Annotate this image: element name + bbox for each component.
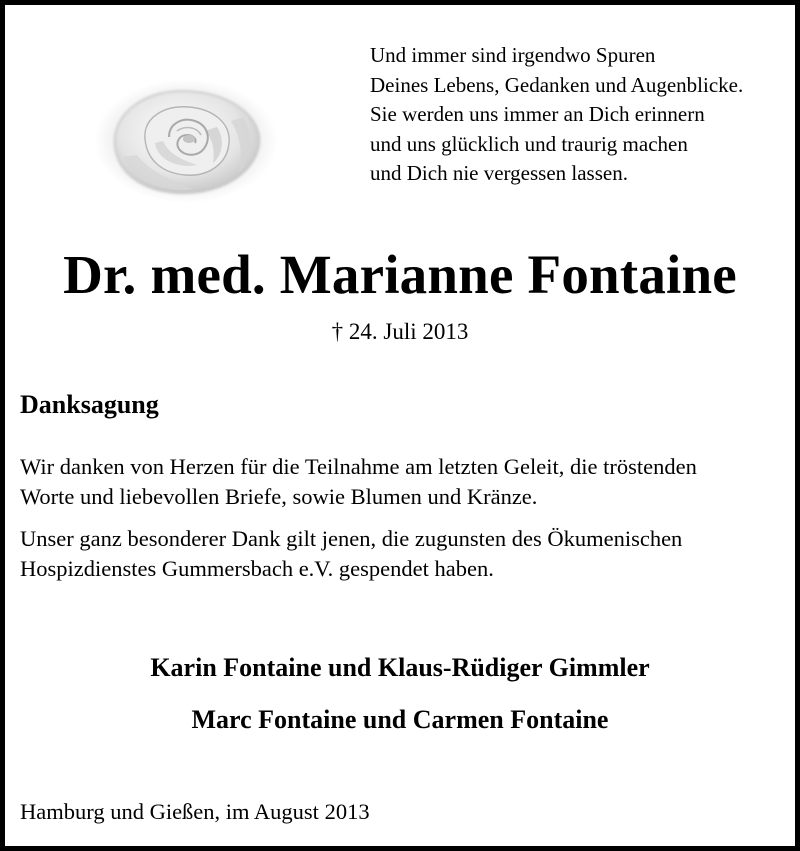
paragraph-line: Worte und liebevollen Briefe, sowie Blumen und Kränze.	[20, 484, 538, 509]
signer-2: Marc Fontaine und Carmen Fontaine	[191, 705, 609, 734]
poem	[370, 41, 743, 189]
deceased-name: Dr. med. Marianne Fontaine	[63, 244, 737, 305]
poem-line: und Dich nie vergessen lassen.	[370, 161, 628, 185]
place-and-date: Hamburg und Gießen, im August 2013	[20, 799, 370, 824]
death-date: † 24. Juli 2013	[331, 319, 469, 344]
paragraph-line: Wir danken von Herzen für die Teilnahme am letzten Geleit, die tröstenden	[20, 454, 697, 479]
poem-line: Und immer sind irgendwo Spuren	[370, 43, 656, 67]
paragraph-line: Hospizdienstes Gummersbach e.V. gespendet haben.	[20, 556, 494, 581]
poem-line: Sie werden uns immer an Dich erinnern	[370, 102, 705, 126]
thanks-paragraph-1	[20, 452, 790, 512]
paragraph-line: Unser ganz besonderer Dank gilt jenen, die zugunsten des Ökumenischen	[20, 526, 683, 551]
poem-line: und uns glücklich und traurig machen	[370, 131, 688, 156]
signer-1: Karin Fontaine und Klaus-Rüdiger Gimmler	[150, 653, 650, 682]
thanks-heading: Danksagung	[20, 390, 159, 419]
poem-line: Deines Lebens, Gedanken und Augenblicke.	[370, 72, 744, 97]
rose-icon	[93, 77, 279, 205]
thanks-paragraph-2	[20, 524, 790, 584]
